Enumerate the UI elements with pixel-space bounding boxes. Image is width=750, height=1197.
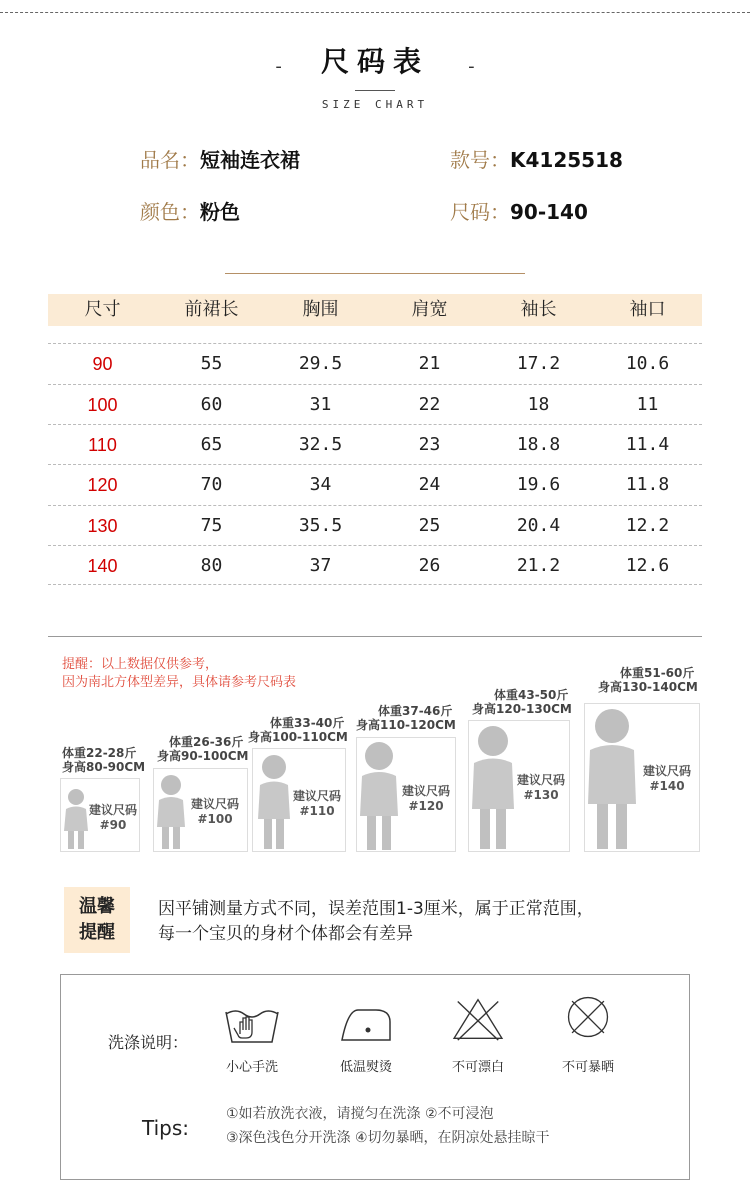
header-front-length: 前裙长: [184, 299, 239, 320]
kid-label-110: [248, 716, 348, 744]
table-row: [48, 343, 702, 383]
color-label: 颜色：: [140, 200, 200, 224]
care-label-no-bleach: 不可漂白: [451, 1060, 504, 1075]
cell: 55: [200, 353, 223, 374]
header-size: 尺寸: [84, 299, 121, 320]
cell: 23: [418, 434, 441, 455]
cell: 11: [636, 394, 659, 415]
suggest-text: [395, 784, 457, 814]
kid-weight: 体重51-60斤: [620, 666, 695, 680]
cell: 65: [200, 434, 223, 455]
cell: 32.5: [298, 434, 343, 455]
suggest-size: #110: [299, 804, 335, 818]
title-dash-right: -: [468, 56, 475, 77]
cell: 70: [200, 474, 223, 495]
suggest-text: [511, 773, 571, 803]
name-label: 品名：: [140, 148, 200, 172]
suggest-size: #140: [649, 779, 685, 793]
no-bleach-icon: [448, 996, 508, 1042]
child-silhouette-icon: [154, 773, 188, 851]
reminder-text: [62, 656, 296, 692]
warm-line-2: 每一个宝贝的身材个体都会有差异: [158, 924, 413, 944]
cell: 12.6: [625, 555, 670, 576]
hand-wash-icon: [222, 1000, 282, 1046]
top-dashed-divider: [0, 12, 750, 13]
info-style: [450, 144, 623, 173]
low-iron-icon: [336, 1002, 396, 1048]
suggest-size: #120: [408, 799, 444, 813]
reminder-line-2: 因为南北方体型差异，具体请参考尺码表: [62, 675, 297, 690]
kid-weight: 体重37-46斤: [378, 704, 453, 718]
cell-size: 130: [87, 516, 118, 536]
cell: 22: [418, 394, 441, 415]
cell: 26: [418, 555, 441, 576]
table-row: [48, 464, 702, 504]
kid-weight: 体重22-28斤: [62, 746, 137, 760]
cell-size: 90: [92, 354, 113, 374]
warm-line-1: 因平铺测量方式不同，误差范围1-3厘米，属于正常范围，: [158, 899, 594, 919]
suggest-text: [635, 764, 699, 794]
tips-label: Tips:: [142, 1116, 190, 1140]
style-value: K4125518: [510, 148, 623, 172]
cell-size: 120: [87, 475, 118, 495]
cell: 25: [418, 515, 441, 536]
cell: 11.4: [625, 434, 670, 455]
cell-size: 100: [87, 395, 118, 415]
title-underline: [355, 90, 395, 91]
kid-label-120: [356, 704, 456, 732]
tips-line-1: ①如若放洗衣液，请搅匀在洗涤 ②不可浸泡: [226, 1106, 494, 1122]
reminder-line-1: 提醒：以上数据仅供参考，: [62, 657, 219, 672]
tips-text: [226, 1102, 550, 1150]
table-row: [48, 384, 702, 424]
suggest-label: 建议尺码: [401, 784, 450, 798]
kid-weight: 体重33-40斤: [270, 716, 345, 730]
cell-size: 140: [87, 556, 118, 576]
suggest-label: 建议尺码: [190, 797, 239, 811]
cell: 10.6: [625, 353, 670, 374]
suggest-label: 建议尺码: [516, 773, 565, 787]
suggest-size: #130: [523, 788, 559, 802]
suggest-size: #90: [99, 818, 127, 832]
size-box-120: [356, 737, 456, 852]
info-color: [140, 196, 240, 225]
kid-height: 身高100-110CM: [248, 730, 348, 744]
cell: 35.5: [298, 515, 343, 536]
suggest-size: #100: [197, 812, 233, 826]
kid-label-90: [62, 746, 145, 774]
size-box-100: [153, 768, 248, 852]
color-value: 粉色: [200, 200, 240, 224]
cell: 37: [309, 555, 332, 576]
cell-size: 110: [88, 435, 117, 455]
kid-height: 身高130-140CM: [598, 680, 698, 694]
cell: 18.8: [516, 434, 561, 455]
kid-label-130: [472, 688, 572, 716]
header-sleeve-length: 袖长: [520, 299, 557, 320]
care-label-no-sun: 不可暴晒: [561, 1060, 614, 1075]
section-divider: [48, 636, 702, 637]
cell: 75: [200, 515, 223, 536]
cell: 11.8: [625, 474, 670, 495]
cell: 24: [418, 474, 441, 495]
care-label-low-iron: 低温熨烫: [339, 1060, 392, 1075]
kid-height: 身高110-120CM: [356, 718, 456, 732]
kid-weight: 体重26-36斤: [169, 735, 244, 749]
kid-label-140: [598, 666, 698, 694]
header-shoulder: 肩宽: [411, 299, 448, 320]
cell: 17.2: [516, 353, 561, 374]
cell: 21: [418, 353, 441, 374]
cell: 19.6: [516, 474, 561, 495]
size-table-header: [48, 294, 702, 326]
badge-line-1: 温馨: [79, 896, 115, 917]
size-box-110: [252, 748, 346, 852]
info-name: [140, 144, 300, 173]
kid-weight: 体重43-50斤: [494, 688, 569, 702]
table-row: [48, 424, 702, 464]
suggest-label: 建议尺码: [642, 764, 691, 778]
care-title: 洗涤说明：: [108, 1033, 189, 1052]
size-value: 90-140: [510, 200, 588, 224]
page-subtitle: SIZE CHART: [321, 98, 429, 111]
suggest-text: [184, 797, 246, 827]
warm-reminder-text: [158, 897, 594, 947]
title-block: [0, 40, 750, 80]
header-chest: 胸围: [302, 299, 339, 320]
cell: 20.4: [516, 515, 561, 536]
cell: 34: [309, 474, 332, 495]
style-label: 款号：: [450, 148, 510, 172]
tips-line-2: ③深色浅色分开洗涤 ④切勿暴晒，在阴凉处悬挂晾干: [226, 1130, 550, 1146]
table-row: [48, 545, 702, 585]
suggest-label: 建议尺码: [292, 789, 341, 803]
cell: 29.5: [298, 353, 343, 374]
size-box-90: [60, 778, 140, 852]
table-row: [48, 505, 702, 545]
page-title: 尺码表: [320, 45, 429, 78]
no-tumble-dry-icon: [558, 994, 618, 1040]
suggest-text: [85, 803, 141, 833]
size-box-130: [468, 720, 570, 852]
size-label: 尺码：: [450, 200, 510, 224]
cell: 18: [527, 394, 550, 415]
warm-reminder-badge: [64, 887, 130, 953]
title-dash-left: -: [275, 56, 282, 77]
cell: 80: [200, 555, 223, 576]
header-cuff: 袖口: [629, 299, 666, 320]
badge-line-2: 提醒: [79, 922, 115, 943]
cell: 12.2: [625, 515, 670, 536]
cell: 60: [200, 394, 223, 415]
suggest-label: 建议尺码: [88, 803, 137, 817]
info-size: [450, 196, 588, 225]
child-silhouette-icon: [585, 706, 639, 851]
name-value: 短袖连衣裙: [200, 148, 300, 172]
care-label-hand-wash: 小心手洗: [225, 1060, 278, 1075]
kid-label-100: [157, 735, 248, 763]
gold-divider: [225, 273, 525, 274]
cell: 31: [309, 394, 332, 415]
suggest-text: [287, 789, 347, 819]
child-silhouette-icon: [469, 723, 517, 851]
cell: 21.2: [516, 555, 561, 576]
kid-height: 身高90-100CM: [157, 749, 249, 763]
kid-height: 身高80-90CM: [62, 760, 146, 774]
size-box-140: [584, 703, 700, 852]
kid-height: 身高120-130CM: [472, 702, 572, 716]
